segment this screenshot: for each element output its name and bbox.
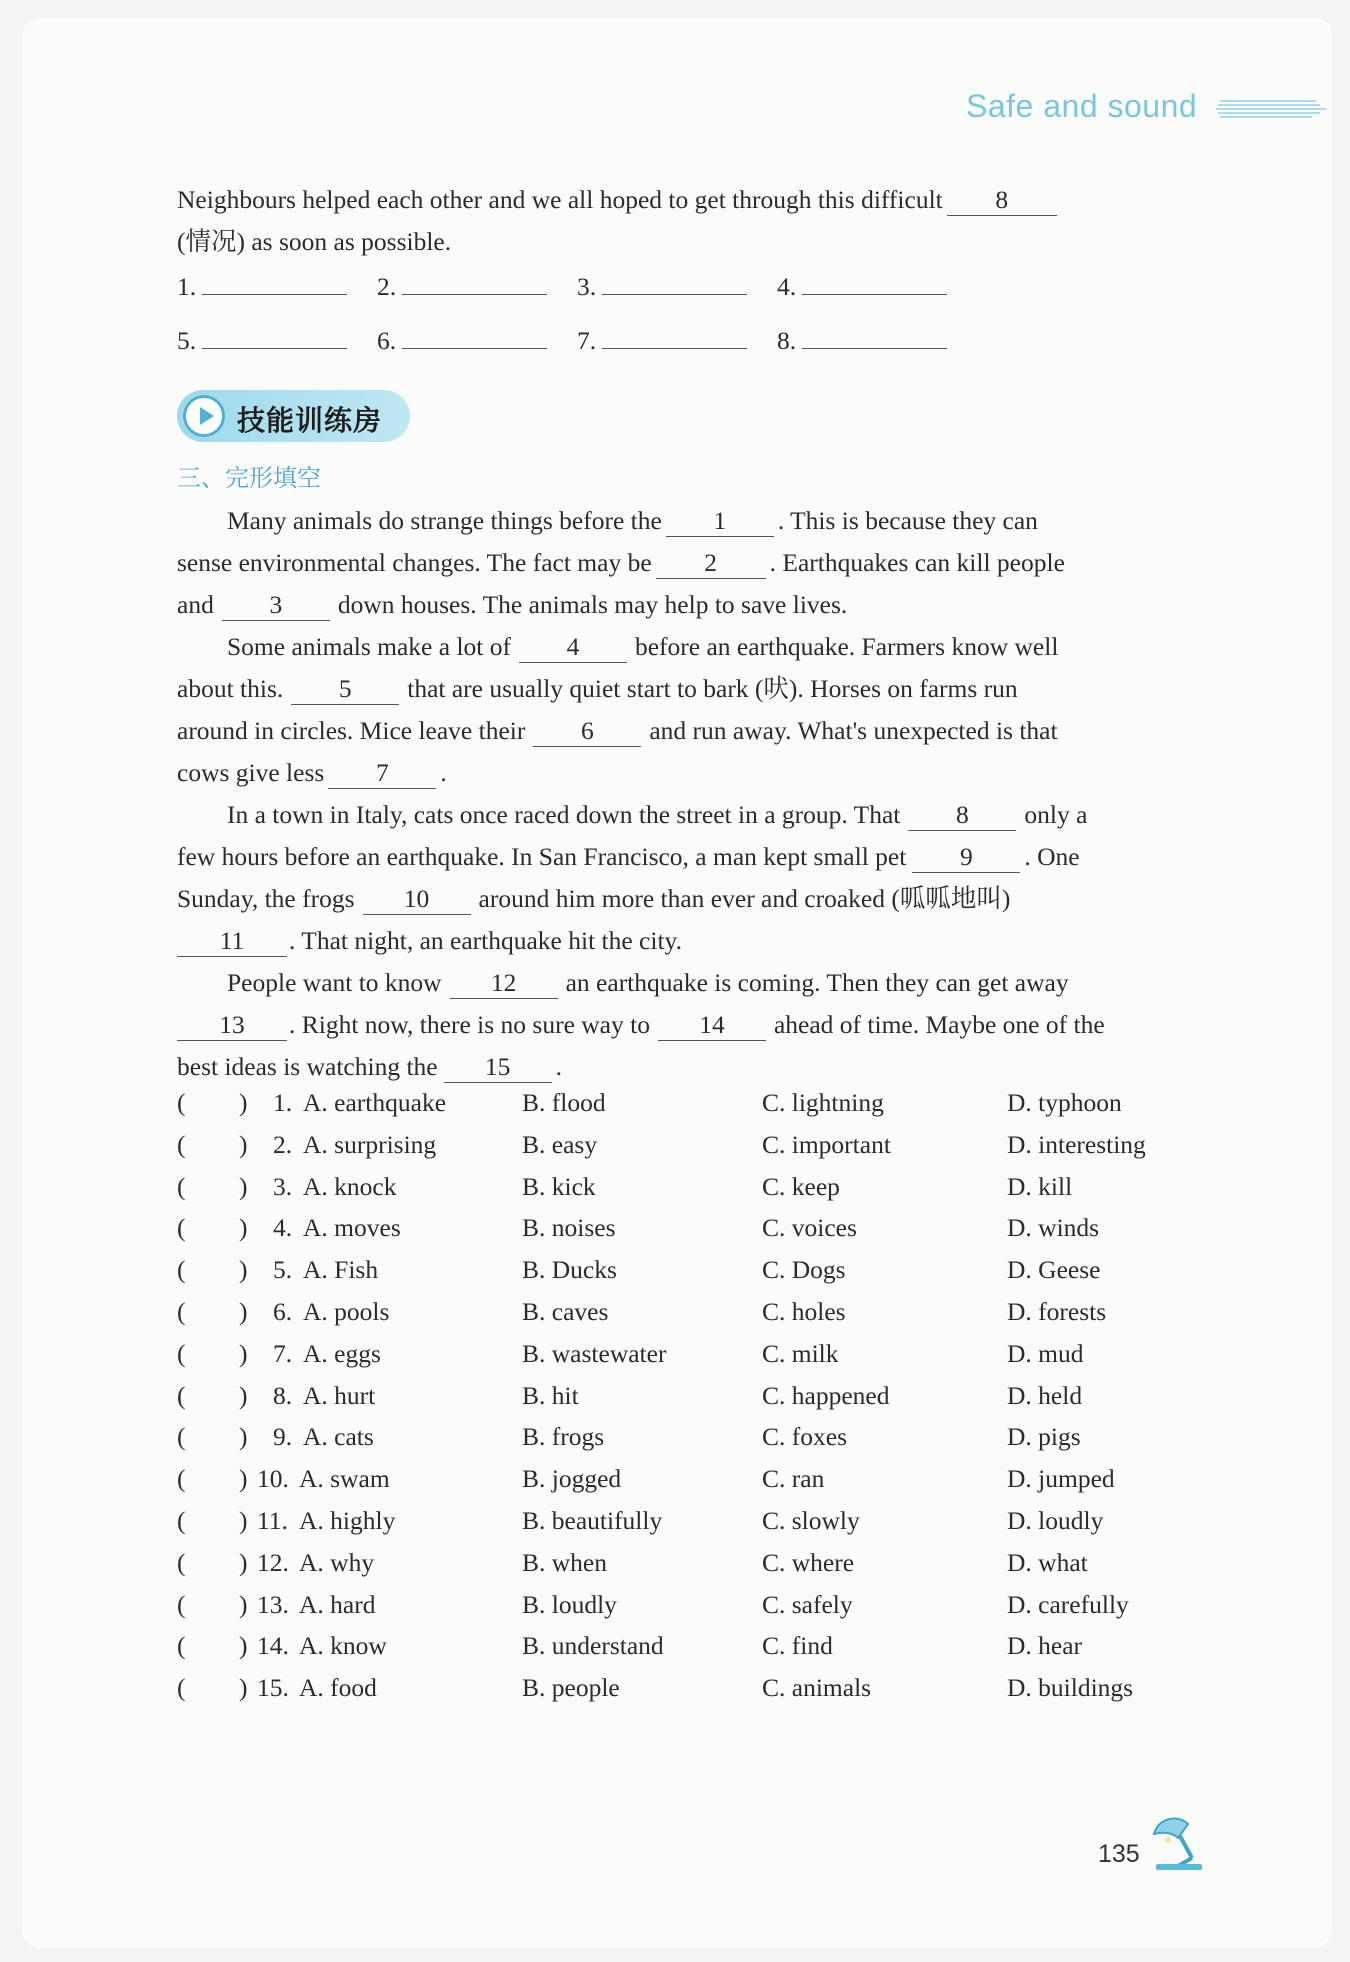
- answer-paren-close: ): [239, 1088, 248, 1117]
- passage-line: and 3 down houses. The animals may help to save lives.: [177, 590, 848, 619]
- question-row: [177, 1297, 1212, 1331]
- answer-paren-close: ): [239, 1548, 248, 1577]
- answer-paren-close: ): [239, 1506, 248, 1535]
- passage-line: In a town in Italy, cats once raced down the street in a group. That 8 only a: [227, 800, 1088, 829]
- option-a[interactable]: A. Fish: [303, 1255, 379, 1284]
- option-d[interactable]: D. typhoon: [1007, 1088, 1122, 1117]
- option-d[interactable]: D. Geese: [1007, 1255, 1101, 1284]
- option-a[interactable]: A. moves: [303, 1213, 401, 1242]
- answer-paren-close: ): [239, 1590, 248, 1619]
- option-b[interactable]: B. kick: [522, 1172, 596, 1201]
- header-stripes-decoration: [1216, 98, 1328, 120]
- option-a[interactable]: A. highly: [299, 1506, 396, 1535]
- answer-paren-open[interactable]: (: [177, 1130, 186, 1159]
- option-b[interactable]: B. easy: [522, 1130, 598, 1159]
- intro-line-2: (情况) as soon as possible.: [177, 227, 452, 256]
- option-c[interactable]: C. animals: [762, 1673, 872, 1702]
- answer-paren-open[interactable]: (: [177, 1422, 186, 1451]
- option-d[interactable]: D. what: [1007, 1548, 1088, 1577]
- cloze-blank-13[interactable]: 13: [177, 1010, 287, 1041]
- option-d[interactable]: D. buildings: [1007, 1673, 1134, 1702]
- cloze-blank-11[interactable]: 11: [177, 926, 287, 957]
- cloze-blank-12[interactable]: 12: [450, 968, 558, 999]
- question-row: [177, 1172, 1212, 1206]
- option-a[interactable]: A. earthquake: [303, 1088, 447, 1117]
- answer-paren-close: ): [239, 1631, 248, 1660]
- option-a[interactable]: A. know: [299, 1631, 387, 1660]
- answer-item[interactable]: 3.: [577, 272, 777, 302]
- option-b[interactable]: B. jogged: [522, 1464, 622, 1493]
- cloze-blank-7[interactable]: 7: [328, 758, 436, 789]
- cloze-blank-9[interactable]: 9: [912, 842, 1020, 873]
- option-d[interactable]: D. held: [1007, 1381, 1083, 1410]
- answer-item[interactable]: 8.: [777, 326, 977, 356]
- option-b[interactable]: B. caves: [522, 1297, 609, 1326]
- option-a[interactable]: A. hard: [299, 1590, 376, 1619]
- section-badge: 技能训练房: [177, 390, 410, 442]
- option-c[interactable]: C. keep: [762, 1172, 840, 1201]
- option-d[interactable]: D. pigs: [1007, 1422, 1081, 1451]
- answer-paren-open[interactable]: (: [177, 1381, 186, 1410]
- question-row: [177, 1631, 1212, 1665]
- option-c[interactable]: C. find: [762, 1631, 833, 1660]
- option-d[interactable]: D. forests: [1007, 1297, 1107, 1326]
- answer-paren-close: ): [239, 1297, 248, 1326]
- answer-paren-close: ): [239, 1381, 248, 1410]
- option-c[interactable]: C. lightning: [762, 1088, 884, 1117]
- answer-paren-close: ): [239, 1255, 248, 1284]
- question-row: [177, 1506, 1212, 1540]
- passage-line: 11 . That night, an earthquake hit the city.: [177, 920, 682, 962]
- option-d[interactable]: D. loudly: [1007, 1506, 1104, 1535]
- option-b[interactable]: B. hit: [522, 1381, 579, 1410]
- passage-line: People want to know 12 an earthquake is coming. Then they can get away: [227, 968, 1069, 997]
- question-row: [177, 1213, 1212, 1247]
- question-number: 7.: [273, 1339, 293, 1368]
- option-b[interactable]: B. noises: [522, 1213, 616, 1242]
- option-c[interactable]: C. voices: [762, 1213, 857, 1242]
- unit-title: Safe and sound: [966, 88, 1198, 124]
- question-number: 9.: [273, 1422, 293, 1451]
- answer-item[interactable]: 7.: [577, 326, 777, 356]
- answer-item[interactable]: 2.: [377, 272, 577, 302]
- answer-paren-close: ): [239, 1673, 248, 1702]
- option-d[interactable]: D. hear: [1007, 1631, 1083, 1660]
- intro-blank-8[interactable]: 8: [947, 185, 1057, 216]
- passage-line: 13 . Right now, there is no sure way to 14 ahead of time. Maybe one of the: [177, 1004, 1105, 1046]
- answer-paren-open[interactable]: (: [177, 1673, 186, 1702]
- passage-line: sense environmental changes. The fact may be 2 . Earthquakes can kill people: [177, 548, 1065, 577]
- option-a[interactable]: A. surprising: [303, 1130, 437, 1159]
- passage-line: about this. 5 that are usually quiet start to bark (吠). Horses on farms run: [177, 674, 1018, 703]
- answer-paren-open[interactable]: (: [177, 1213, 186, 1242]
- cloze-blank-1[interactable]: 1: [666, 506, 774, 537]
- question-row: [177, 1130, 1212, 1164]
- play-icon: [183, 395, 225, 437]
- question-row: [177, 1464, 1212, 1498]
- passage-line: Sunday, the frogs 10 around him more than ever and croaked (呱呱地叫): [177, 884, 1011, 913]
- answer-paren-open[interactable]: (: [177, 1297, 186, 1326]
- answer-paren-close: ): [239, 1339, 248, 1368]
- option-a[interactable]: A. pools: [303, 1297, 390, 1326]
- section-heading: 三、完形填空: [177, 464, 321, 492]
- answer-paren-open[interactable]: (: [177, 1339, 186, 1368]
- answer-row-1: [177, 272, 977, 302]
- option-b[interactable]: B. when: [522, 1548, 607, 1577]
- question-number: 13.: [257, 1590, 289, 1619]
- option-b[interactable]: B. frogs: [522, 1422, 605, 1451]
- option-a[interactable]: A. eggs: [303, 1339, 381, 1368]
- cloze-blank-5[interactable]: 5: [291, 674, 399, 705]
- option-b[interactable]: B. beautifully: [522, 1506, 663, 1535]
- lamp-mascot-icon: [1148, 1812, 1206, 1872]
- option-a[interactable]: A. cats: [303, 1422, 374, 1451]
- answer-paren-open[interactable]: (: [177, 1255, 186, 1284]
- cloze-blank-15[interactable]: 15: [444, 1052, 552, 1083]
- question-row: [177, 1548, 1212, 1582]
- option-c[interactable]: C. Dogs: [762, 1255, 846, 1284]
- passage-line: few hours before an earthquake. In San Francisco, a man kept small pet 9 . One: [177, 842, 1080, 871]
- option-b[interactable]: B. understand: [522, 1631, 664, 1660]
- answer-paren-close: ): [239, 1213, 248, 1242]
- question-number: 4.: [273, 1213, 293, 1242]
- answer-item[interactable]: 6.: [377, 326, 577, 356]
- question-number: 10.: [257, 1464, 289, 1493]
- question-row: [177, 1422, 1212, 1456]
- page-number: 135: [1098, 1840, 1140, 1868]
- question-row: [177, 1590, 1212, 1624]
- option-a[interactable]: A. food: [299, 1673, 377, 1702]
- question-number: 14.: [257, 1631, 289, 1660]
- passage-line: around in circles. Mice leave their 6 and run away. What's unexpected is that: [177, 716, 1058, 745]
- cloze-blank-10[interactable]: 10: [363, 884, 471, 915]
- passage-line: cows give less 7 .: [177, 758, 447, 787]
- option-b[interactable]: B. Ducks: [522, 1255, 617, 1284]
- answer-paren-close: ): [239, 1172, 248, 1201]
- option-c[interactable]: C. slowly: [762, 1506, 860, 1535]
- question-number: 6.: [273, 1297, 293, 1326]
- option-a[interactable]: A. knock: [303, 1172, 397, 1201]
- answer-paren-open[interactable]: (: [177, 1464, 186, 1493]
- option-c[interactable]: C. foxes: [762, 1422, 847, 1451]
- answer-paren-open[interactable]: (: [177, 1088, 186, 1117]
- cloze-blank-2[interactable]: 2: [656, 548, 766, 579]
- option-d[interactable]: D. interesting: [1007, 1130, 1146, 1159]
- question-number: 3.: [273, 1172, 293, 1201]
- option-a[interactable]: A. hurt: [303, 1381, 376, 1410]
- option-c[interactable]: C. important: [762, 1130, 891, 1159]
- answer-paren-open[interactable]: (: [177, 1506, 186, 1535]
- answer-paren-open[interactable]: (: [177, 1631, 186, 1660]
- question-number: 1.: [273, 1088, 293, 1117]
- option-d[interactable]: D. jumped: [1007, 1464, 1115, 1493]
- question-row: [177, 1673, 1212, 1707]
- answer-row-2: [177, 326, 977, 356]
- option-d[interactable]: D. winds: [1007, 1213, 1100, 1242]
- intro-line-1: Neighbours helped each other and we all hoped to get through this difficult 8: [177, 179, 1061, 221]
- answer-paren-open[interactable]: (: [177, 1590, 186, 1619]
- answer-paren-open[interactable]: (: [177, 1172, 186, 1201]
- answer-item[interactable]: 5.: [177, 326, 377, 356]
- question-number: 15.: [257, 1673, 289, 1702]
- option-b[interactable]: B. flood: [522, 1088, 606, 1117]
- question-row: [177, 1339, 1212, 1373]
- answer-paren-close: ): [239, 1130, 248, 1159]
- option-d[interactable]: D. mud: [1007, 1339, 1084, 1368]
- question-number: 12.: [257, 1548, 289, 1577]
- option-a[interactable]: A. why: [299, 1548, 375, 1577]
- answer-paren-close: ): [239, 1422, 248, 1451]
- question-row: [177, 1088, 1212, 1122]
- option-c[interactable]: C. ran: [762, 1464, 825, 1493]
- answer-paren-close: ): [239, 1464, 248, 1493]
- question-number: 8.: [273, 1381, 293, 1410]
- question-row: [177, 1381, 1212, 1415]
- option-c[interactable]: C. holes: [762, 1297, 846, 1326]
- option-c[interactable]: C. where: [762, 1548, 855, 1577]
- cloze-blank-6[interactable]: 6: [533, 716, 641, 747]
- question-number: 2.: [273, 1130, 293, 1159]
- option-c[interactable]: C. happened: [762, 1381, 890, 1410]
- option-d[interactable]: D. kill: [1007, 1172, 1073, 1201]
- option-b[interactable]: B. people: [522, 1673, 620, 1702]
- cloze-blank-8[interactable]: 8: [908, 800, 1016, 831]
- answer-item[interactable]: 1.: [177, 272, 377, 302]
- passage-line: Some animals make a lot of 4 before an earthquake. Farmers know well: [227, 632, 1059, 661]
- option-a[interactable]: A. swam: [299, 1464, 390, 1493]
- option-b[interactable]: B. loudly: [522, 1590, 617, 1619]
- option-c[interactable]: C. safely: [762, 1590, 853, 1619]
- cloze-blank-4[interactable]: 4: [519, 632, 627, 663]
- answer-paren-open[interactable]: (: [177, 1548, 186, 1577]
- option-d[interactable]: D. carefully: [1007, 1590, 1129, 1619]
- cloze-blank-14[interactable]: 14: [658, 1010, 766, 1041]
- cloze-blank-3[interactable]: 3: [222, 590, 330, 621]
- passage-line: best ideas is watching the 15 .: [177, 1052, 562, 1081]
- option-c[interactable]: C. milk: [762, 1339, 839, 1368]
- passage-line: Many animals do strange things before the 1 . This is because they can: [227, 506, 1038, 535]
- question-row: [177, 1255, 1212, 1289]
- question-number: 5.: [273, 1255, 293, 1284]
- question-number: 11.: [257, 1506, 288, 1535]
- option-b[interactable]: B. wastewater: [522, 1339, 667, 1368]
- answer-item[interactable]: 4.: [777, 272, 977, 302]
